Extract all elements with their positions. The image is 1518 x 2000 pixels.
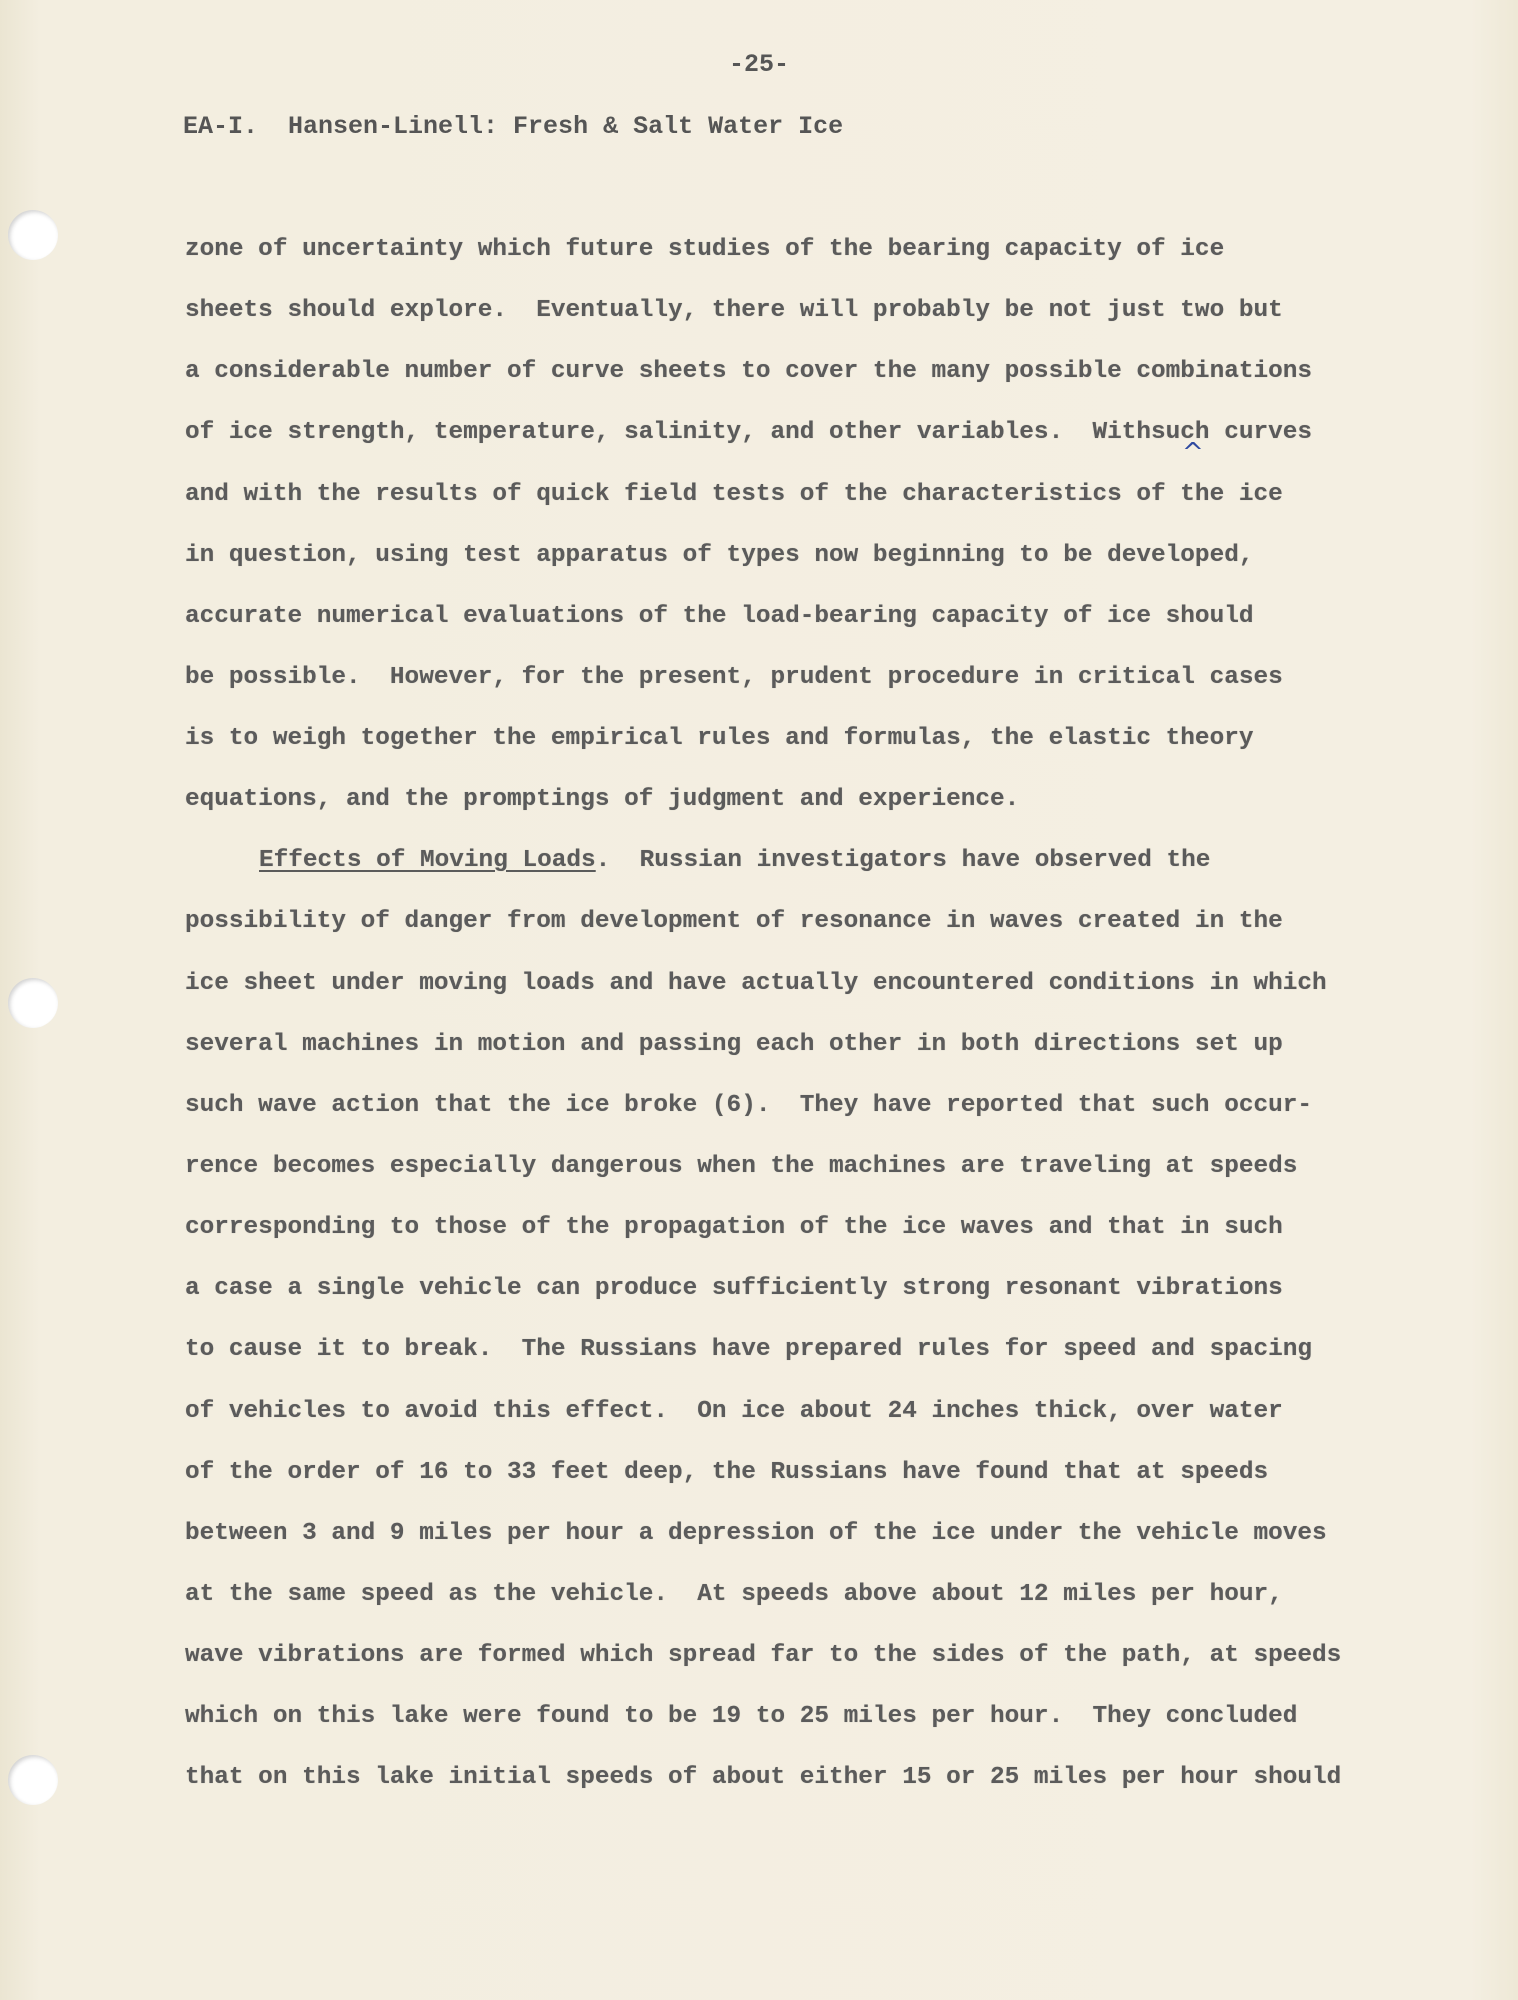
- paragraph-2-line: to cause it to break. The Russians have prepared rules for speed and spacing: [185, 1336, 1313, 1363]
- paragraph-2-line: corresponding to those of the propagation of the ice waves and that in such: [185, 1214, 1283, 1241]
- paragraph-1-line: be possible. However, for the present, prudent procedure in critical cases: [185, 664, 1283, 691]
- paragraph-2-line: of vehicles to avoid this effect. On ice about 24 inches thick, over water: [185, 1398, 1283, 1425]
- page-number: -25-: [728, 50, 789, 79]
- paragraph-1-line: in question, using test apparatus of types now beginning to be developed,: [185, 542, 1254, 569]
- paragraph-2-line: several machines in motion and passing each other in both directions set up: [185, 1031, 1283, 1058]
- paragraph-2-line: ice sheet under moving loads and have actually encountered conditions in which: [185, 970, 1327, 997]
- paragraph-2-line: possibility of danger from development of resonance in waves created in the: [185, 908, 1283, 935]
- paragraph-1-line: equations, and the promptings of judgment and experience.: [185, 786, 1020, 813]
- paragraph-2-line: between 3 and 9 miles per hour a depression of the ice under the vehicle moves: [185, 1520, 1327, 1547]
- paragraph-2-line: wave vibrations are formed which spread far to the sides of the path, at speeds: [185, 1642, 1342, 1669]
- paragraph-1-line: is to weigh together the empirical rules and formulas, the elastic theory: [185, 725, 1254, 752]
- paragraph-1-line: sheets should explore. Eventually, there will probably be not just two but: [185, 297, 1283, 324]
- paragraph-2-first-line: [259, 847, 1210, 874]
- paragraph-2-line: rence becomes especially dangerous when the machines are traveling at speeds: [185, 1153, 1298, 1180]
- handwritten-insertion-mark: ^: [1182, 438, 1204, 468]
- paragraph-2-line: of the order of 16 to 33 feet deep, the Russians have found that at speeds: [185, 1459, 1269, 1486]
- paragraph-1-line: of ice strength, temperature, salinity, and other variables. Withsuch curves: [185, 419, 1313, 446]
- paragraph-1-line: zone of uncertainty which future studies of the bearing capacity of ice: [185, 236, 1225, 263]
- binder-hole-middle: [8, 978, 58, 1028]
- paragraph-1-line: a considerable number of curve sheets to cover the many possible combinations: [185, 358, 1313, 385]
- paragraph-1-line: accurate numerical evaluations of the load-bearing capacity of ice should: [185, 603, 1254, 630]
- paragraph-2-line: that on this lake initial speeds of about either 15 or 25 miles per hour should: [185, 1764, 1342, 1791]
- running-header: EA-I. Hansen-Linell: Fresh & Salt Water Ice: [183, 112, 844, 141]
- paragraph-2-line: a case a single vehicle can produce sufficiently strong resonant vibrations: [185, 1275, 1283, 1302]
- paragraph-2-line: which on this lake were found to be 19 to 25 miles per hour. They concluded: [185, 1703, 1298, 1730]
- section-heading-moving-loads: Effects of Moving Loads: [259, 847, 596, 874]
- paragraph-2-line: such wave action that the ice broke (6). They have reported that such occur-: [185, 1092, 1313, 1119]
- paragraph-2-first-line-text: . Russian investigators have observed the: [595, 847, 1211, 874]
- binder-hole-top: [8, 210, 58, 260]
- binder-hole-bottom: [8, 1755, 58, 1805]
- paragraph-2-line: at the same speed as the vehicle. At speeds above about 12 miles per hour,: [185, 1581, 1283, 1608]
- paragraph-1-line: and with the results of quick field tests of the characteristics of the ice: [185, 481, 1283, 508]
